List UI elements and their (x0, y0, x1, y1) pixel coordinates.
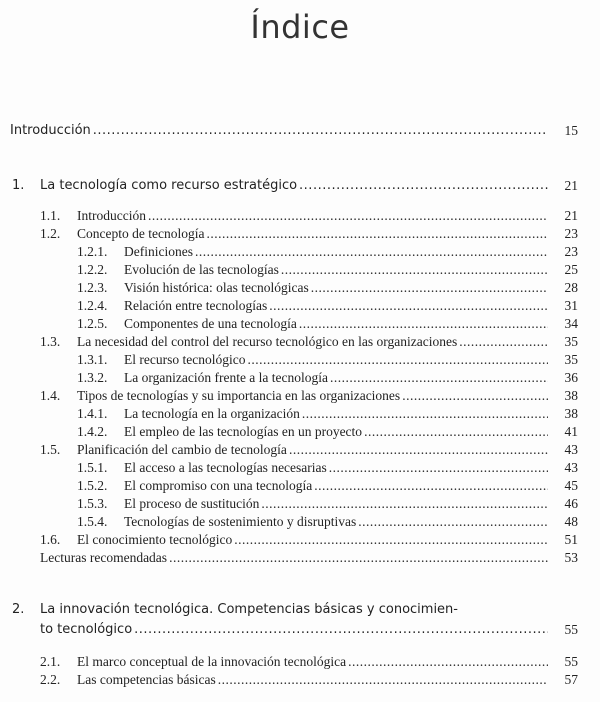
entry-number: 1.5. (40, 442, 61, 457)
toc-entry[interactable] (0, 513, 600, 531)
entry-page: 53 (564, 550, 578, 565)
dot-leader (206, 225, 548, 243)
entry-page: 35 (564, 352, 578, 367)
entry-text: Planificación del cambio de tecnología (77, 442, 287, 457)
toc-entry[interactable] (0, 495, 600, 513)
entry-page: 46 (564, 496, 578, 511)
toc-entry[interactable] (0, 261, 600, 279)
dot-leader (195, 243, 548, 261)
dot-leader (459, 333, 548, 351)
entry-number: 1.5.1. (77, 460, 108, 475)
entry-page: 21 (564, 208, 578, 223)
entry-text: Relación entre tecnologías (124, 298, 268, 313)
entry-page: 41 (564, 424, 578, 439)
entry-page: 21 (564, 178, 578, 193)
entry-text: Componentes de una tecnología (124, 316, 297, 331)
entry-text: El proceso de sustitución (124, 496, 260, 511)
entry-page: 45 (564, 478, 578, 493)
toc-entry[interactable] (0, 279, 600, 297)
entry-text: La necesidad del control del recurso tecnológico en las organizaciones (77, 334, 458, 349)
toc-entry[interactable] (0, 315, 600, 333)
entry-number: 1.2. (40, 226, 61, 241)
toc-entry[interactable] (0, 369, 600, 387)
entry-page: 43 (564, 460, 578, 475)
entry-page: 57 (564, 672, 578, 687)
entry-page: 48 (564, 514, 578, 529)
page-title: Índice (250, 8, 350, 46)
toc-entry[interactable] (0, 477, 600, 495)
entry-number: 1.5.2. (77, 478, 108, 493)
entry-number: 1.2.3. (77, 280, 108, 295)
entry-page: 55 (564, 622, 578, 637)
toc-entry-introduction[interactable] (0, 122, 600, 140)
entry-text: Evolución de las tecnologías (124, 262, 279, 277)
toc-entry[interactable] (0, 671, 600, 689)
entry-text: Tipos de tecnologías y su importancia en las organizaciones (77, 388, 401, 403)
entry-text: Visión histórica: olas tecnológicas (124, 280, 309, 295)
dot-leader (169, 549, 548, 567)
entry-page: 51 (564, 532, 578, 547)
entry-number: 1.2.2. (77, 262, 108, 277)
entry-text: El conocimiento tecnológico (77, 532, 233, 547)
entry-text: La organización frente a la tecnología (124, 370, 329, 385)
entry-text: Definiciones (124, 244, 193, 259)
chapter-title: La tecnología como recurso estratégico (40, 178, 298, 193)
entry-page: 25 (564, 262, 578, 277)
entry-number: 1.4.1. (77, 406, 108, 421)
dot-leader (402, 387, 548, 405)
entry-text: Concepto de tecnología (77, 226, 205, 241)
entry-number: 1.4.2. (77, 424, 108, 439)
dot-leader (330, 369, 548, 387)
toc-entry[interactable] (0, 225, 600, 243)
entry-text: El recurso tecnológico (124, 352, 246, 367)
entry-page: 38 (564, 406, 578, 421)
toc-entry[interactable] (0, 549, 600, 567)
dot-leader (364, 423, 548, 441)
entry-text: La tecnología en la organización (124, 406, 300, 421)
dot-leader (329, 459, 548, 477)
dot-leader (348, 653, 548, 671)
dot-leader (218, 671, 548, 689)
dot-leader (261, 495, 548, 513)
toc-entry[interactable] (0, 297, 600, 315)
entry-number: 1.3.2. (77, 370, 108, 385)
dot-leader (148, 207, 548, 225)
entry-page: 23 (564, 226, 578, 241)
chapter-number: 2. (12, 602, 25, 617)
entry-text: Introducción (77, 208, 146, 223)
entry-number: 1.6. (40, 532, 61, 547)
toc-entry[interactable] (0, 459, 600, 477)
entry-number: 1.4. (40, 388, 61, 403)
chapter-title-line2: to tecnológico (40, 622, 133, 637)
toc-entry[interactable] (0, 351, 600, 369)
entry-number: 2.1. (40, 654, 61, 669)
entry-text: El marco conceptual de la innovación tecnológica (77, 654, 347, 669)
entry-page: 34 (564, 316, 578, 331)
entry-text: Tecnologías de sostenimiento y disruptivas (124, 514, 357, 529)
toc-entry[interactable] (0, 333, 600, 351)
toc-entry[interactable] (0, 531, 600, 549)
toc-chapter-1[interactable] (0, 177, 600, 195)
toc-entry[interactable] (0, 653, 600, 671)
entry-number: 1.5.4. (77, 514, 108, 529)
entry-text: Lecturas recomendadas (40, 550, 168, 565)
entry-number: 1.2.1. (77, 244, 108, 259)
entry-number: 2.2. (40, 672, 61, 687)
dot-leader (269, 297, 548, 315)
entry-page: 15 (564, 123, 578, 138)
entry-page: 28 (564, 280, 578, 295)
dot-leader (299, 177, 548, 195)
entry-text: Introducción (10, 123, 91, 138)
dot-leader (234, 531, 548, 549)
toc-entry[interactable] (0, 423, 600, 441)
entry-text: El compromiso con una tecnología (124, 478, 313, 493)
dot-leader (299, 315, 548, 333)
dot-leader (358, 513, 548, 531)
entry-page: 55 (564, 654, 578, 669)
entry-number: 1.3. (40, 334, 61, 349)
toc-entry[interactable] (0, 405, 600, 423)
entry-page: 38 (564, 388, 578, 403)
dot-leader (281, 261, 548, 279)
entry-page: 36 (564, 370, 578, 385)
entry-number: 1.5.3. (77, 496, 108, 511)
toc-entry[interactable] (0, 207, 600, 225)
entry-page: 23 (564, 244, 578, 259)
toc-chapter-2-line2[interactable] (0, 621, 600, 639)
dot-leader (302, 405, 548, 423)
toc-entry[interactable] (0, 387, 600, 405)
entry-page: 35 (564, 334, 578, 349)
dot-leader (311, 279, 548, 297)
dot-leader (314, 477, 548, 495)
entry-number: 1.2.5. (77, 316, 108, 331)
entry-number: 1.1. (40, 208, 61, 223)
toc-entry[interactable] (0, 441, 600, 459)
dot-leader (134, 621, 548, 639)
entry-page: 31 (564, 298, 578, 313)
chapter-number: 1. (12, 178, 25, 193)
entry-number: 1.2.4. (77, 298, 108, 313)
entry-text: El acceso a las tecnologías necesarias (124, 460, 327, 475)
toc-entry[interactable] (0, 243, 600, 261)
dot-leader (93, 122, 548, 140)
chapter-title-line1: La innovación tecnológica. Competencias básicas y conocimien- (40, 602, 458, 617)
entry-number: 1.3.1. (77, 352, 108, 367)
entry-page: 43 (564, 442, 578, 457)
entry-text: El empleo de las tecnologías en un proyecto (124, 424, 363, 439)
dot-leader (289, 441, 548, 459)
entry-text: Las competencias básicas (77, 672, 216, 687)
dot-leader (247, 351, 548, 369)
